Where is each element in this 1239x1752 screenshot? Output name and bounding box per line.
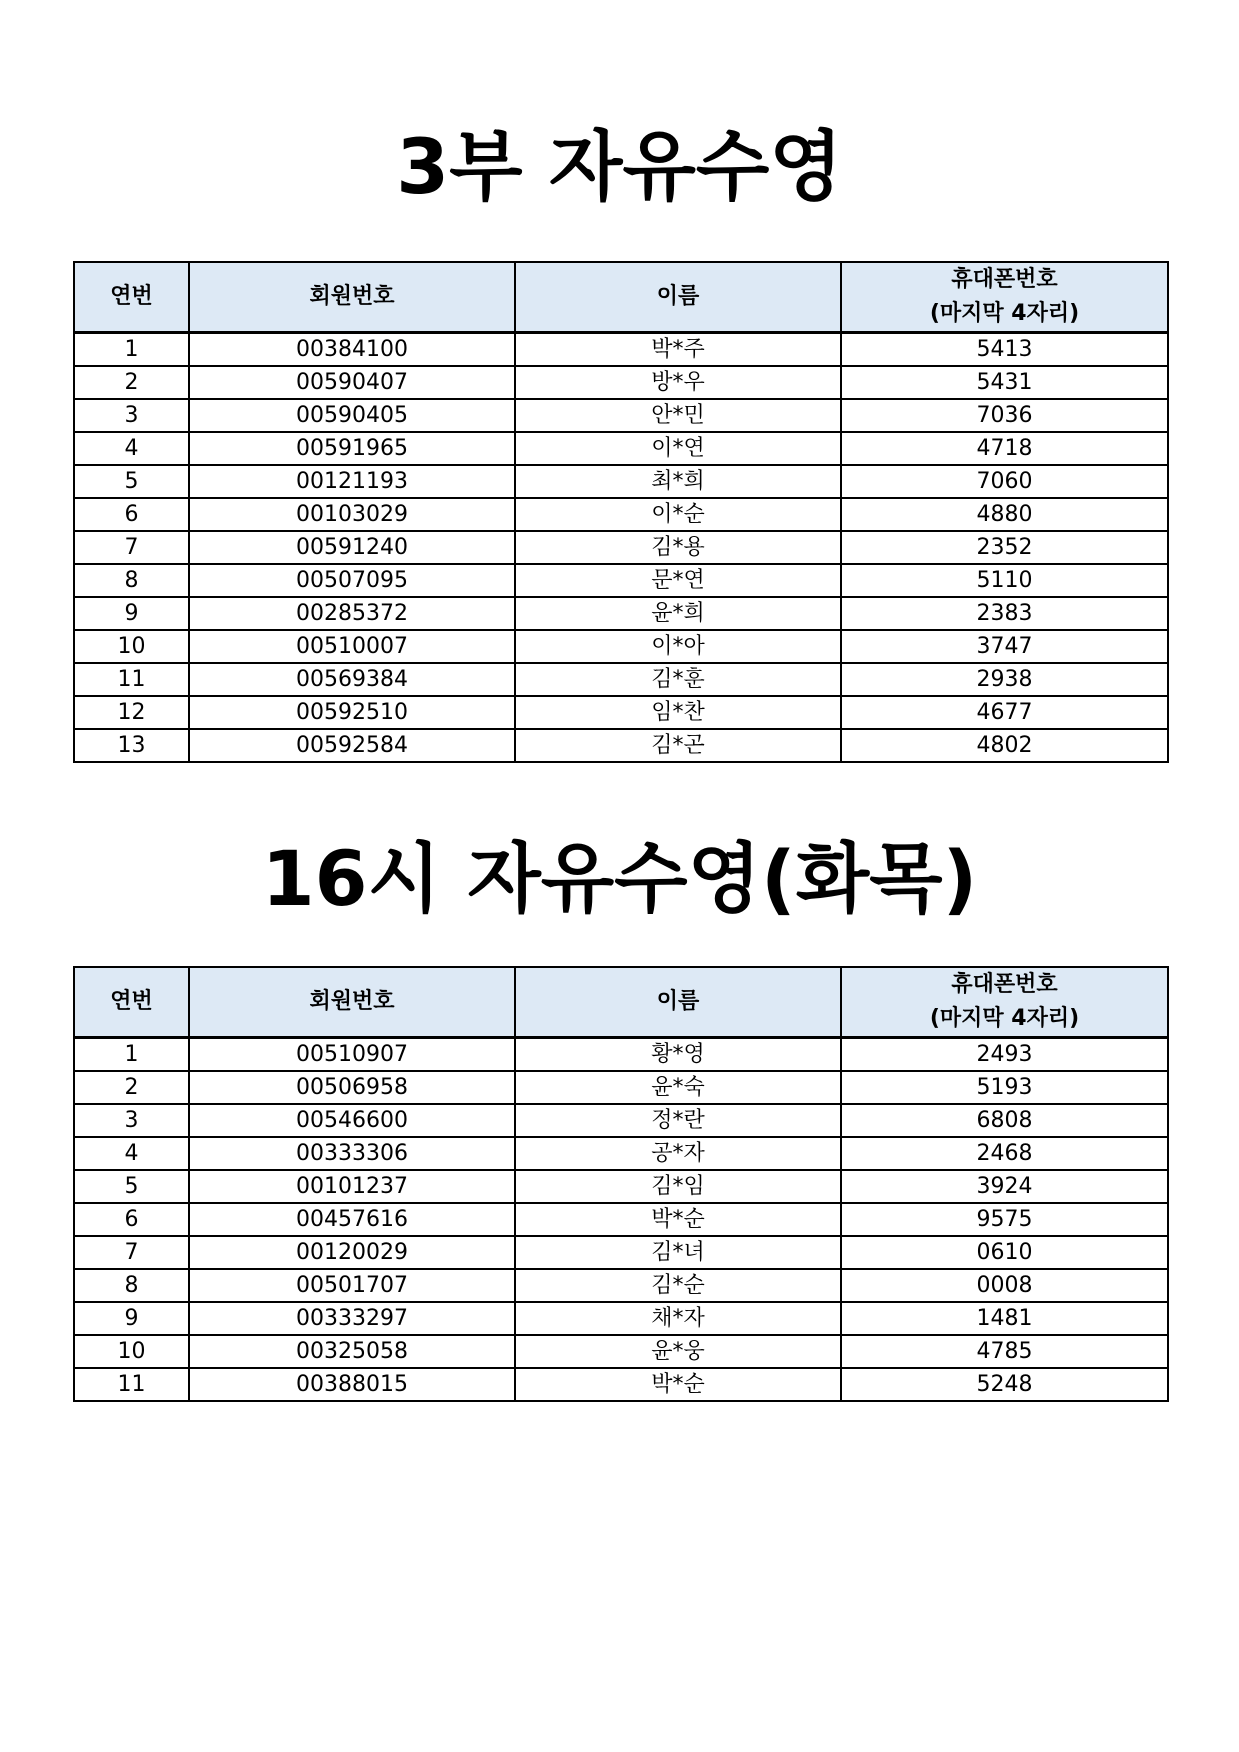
cell-member-no: 00506958 — [189, 1071, 515, 1104]
cell-member-no: 00590407 — [189, 366, 515, 399]
cell-no: 4 — [74, 1137, 189, 1170]
cell-phone: 6808 — [841, 1104, 1168, 1137]
table-row — [74, 1368, 1168, 1401]
table-row — [74, 564, 1168, 597]
cell-phone: 5110 — [841, 564, 1168, 597]
cell-no: 7 — [74, 531, 189, 564]
cell-name: 김*순 — [515, 1269, 841, 1302]
table-row — [74, 663, 1168, 696]
cell-no: 3 — [74, 399, 189, 432]
table-header-row — [74, 967, 1168, 1038]
cell-member-no: 00546600 — [189, 1104, 515, 1137]
cell-no: 10 — [74, 630, 189, 663]
cell-phone: 4718 — [841, 432, 1168, 465]
table-row — [74, 432, 1168, 465]
header-phone-line2: (마지막 4자리) — [929, 1006, 1080, 1031]
header-phone — [841, 262, 1168, 333]
section-title: 16시 자유수영(화목) — [261, 834, 978, 923]
cell-name: 박*순 — [515, 1203, 841, 1236]
cell-phone: 3924 — [841, 1170, 1168, 1203]
table-row — [74, 1137, 1168, 1170]
header-member-no: 회원번호 — [189, 967, 515, 1038]
table-row — [74, 1236, 1168, 1269]
cell-member-no: 00590405 — [189, 399, 515, 432]
cell-no: 5 — [74, 1170, 189, 1203]
table-row — [74, 1335, 1168, 1368]
table-header-row — [74, 262, 1168, 333]
table-row — [74, 1269, 1168, 1302]
cell-name: 황*영 — [515, 1038, 841, 1072]
table-row — [74, 399, 1168, 432]
header-phone-line1: 휴대폰번호 — [951, 972, 1058, 997]
cell-no: 10 — [74, 1335, 189, 1368]
cell-no: 11 — [74, 663, 189, 696]
cell-phone: 2352 — [841, 531, 1168, 564]
cell-name: 윤*희 — [515, 597, 841, 630]
cell-phone: 9575 — [841, 1203, 1168, 1236]
table-row — [74, 696, 1168, 729]
header-phone-line2: (마지막 4자리) — [929, 301, 1080, 326]
cell-name: 박*주 — [515, 333, 841, 367]
cell-no: 13 — [74, 729, 189, 762]
cell-name: 김*곤 — [515, 729, 841, 762]
cell-name: 김*용 — [515, 531, 841, 564]
cell-name: 박*순 — [515, 1368, 841, 1401]
table-row — [74, 1104, 1168, 1137]
cell-name: 윤*웅 — [515, 1335, 841, 1368]
cell-phone: 0008 — [841, 1269, 1168, 1302]
cell-phone: 2938 — [841, 663, 1168, 696]
cell-phone: 7060 — [841, 465, 1168, 498]
table-row — [74, 1170, 1168, 1203]
table-row — [74, 366, 1168, 399]
roster-table — [73, 966, 1169, 1402]
cell-phone: 0610 — [841, 1236, 1168, 1269]
cell-name: 정*란 — [515, 1104, 841, 1137]
cell-phone: 5413 — [841, 333, 1168, 367]
cell-member-no: 00507095 — [189, 564, 515, 597]
table-row — [74, 1203, 1168, 1236]
cell-phone: 5193 — [841, 1071, 1168, 1104]
header-phone — [841, 967, 1168, 1038]
cell-name: 방*우 — [515, 366, 841, 399]
cell-member-no: 00325058 — [189, 1335, 515, 1368]
cell-member-no: 00592510 — [189, 696, 515, 729]
cell-member-no: 00457616 — [189, 1203, 515, 1236]
cell-no: 8 — [74, 564, 189, 597]
table-row — [74, 333, 1168, 367]
cell-no: 4 — [74, 432, 189, 465]
cell-member-no: 00333297 — [189, 1302, 515, 1335]
table-row — [74, 531, 1168, 564]
cell-phone: 2383 — [841, 597, 1168, 630]
header-name: 이름 — [515, 967, 841, 1038]
cell-no: 12 — [74, 696, 189, 729]
cell-phone: 3747 — [841, 630, 1168, 663]
cell-member-no: 00569384 — [189, 663, 515, 696]
cell-phone: 2493 — [841, 1038, 1168, 1072]
cell-member-no: 00591240 — [189, 531, 515, 564]
cell-phone: 4880 — [841, 498, 1168, 531]
cell-member-no: 00591965 — [189, 432, 515, 465]
cell-name: 채*자 — [515, 1302, 841, 1335]
header-no: 연번 — [74, 967, 189, 1038]
cell-name: 김*훈 — [515, 663, 841, 696]
cell-name: 이*연 — [515, 432, 841, 465]
table-body — [74, 333, 1168, 763]
cell-no: 2 — [74, 1071, 189, 1104]
cell-name: 임*찬 — [515, 696, 841, 729]
table-body — [74, 1038, 1168, 1402]
cell-member-no: 00103029 — [189, 498, 515, 531]
cell-member-no: 00333306 — [189, 1137, 515, 1170]
cell-member-no: 00501707 — [189, 1269, 515, 1302]
cell-member-no: 00101237 — [189, 1170, 515, 1203]
table-row — [74, 498, 1168, 531]
header-phone-line1: 휴대폰번호 — [951, 267, 1058, 292]
cell-no: 6 — [74, 498, 189, 531]
cell-name: 윤*숙 — [515, 1071, 841, 1104]
cell-phone: 5248 — [841, 1368, 1168, 1401]
cell-member-no: 00285372 — [189, 597, 515, 630]
roster-table — [73, 261, 1169, 763]
cell-name: 이*아 — [515, 630, 841, 663]
cell-phone: 1481 — [841, 1302, 1168, 1335]
cell-member-no: 00388015 — [189, 1368, 515, 1401]
cell-member-no: 00120029 — [189, 1236, 515, 1269]
cell-phone: 4802 — [841, 729, 1168, 762]
table-row — [74, 597, 1168, 630]
cell-phone: 4785 — [841, 1335, 1168, 1368]
cell-phone: 5431 — [841, 366, 1168, 399]
cell-phone: 2468 — [841, 1137, 1168, 1170]
cell-no: 3 — [74, 1104, 189, 1137]
table-row — [74, 1038, 1168, 1072]
cell-no: 9 — [74, 1302, 189, 1335]
cell-member-no: 00121193 — [189, 465, 515, 498]
cell-no: 8 — [74, 1269, 189, 1302]
cell-name: 공*자 — [515, 1137, 841, 1170]
cell-name: 김*녀 — [515, 1236, 841, 1269]
cell-name: 김*임 — [515, 1170, 841, 1203]
table-row — [74, 465, 1168, 498]
cell-phone: 7036 — [841, 399, 1168, 432]
cell-no: 6 — [74, 1203, 189, 1236]
cell-no: 1 — [74, 1038, 189, 1072]
cell-name: 최*희 — [515, 465, 841, 498]
cell-no: 2 — [74, 366, 189, 399]
cell-name: 이*순 — [515, 498, 841, 531]
table-row — [74, 729, 1168, 762]
cell-member-no: 00384100 — [189, 333, 515, 367]
cell-no: 9 — [74, 597, 189, 630]
cell-no: 11 — [74, 1368, 189, 1401]
cell-member-no: 00592584 — [189, 729, 515, 762]
table-row — [74, 630, 1168, 663]
header-name: 이름 — [515, 262, 841, 333]
cell-name: 안*민 — [515, 399, 841, 432]
section-title: 3부 자유수영 — [396, 122, 843, 211]
table-row — [74, 1302, 1168, 1335]
cell-member-no: 00510907 — [189, 1038, 515, 1072]
header-member-no: 회원번호 — [189, 262, 515, 333]
cell-phone: 4677 — [841, 696, 1168, 729]
cell-no: 5 — [74, 465, 189, 498]
cell-no: 7 — [74, 1236, 189, 1269]
table-row — [74, 1071, 1168, 1104]
cell-no: 1 — [74, 333, 189, 367]
cell-name: 문*연 — [515, 564, 841, 597]
cell-member-no: 00510007 — [189, 630, 515, 663]
header-no: 연번 — [74, 262, 189, 333]
